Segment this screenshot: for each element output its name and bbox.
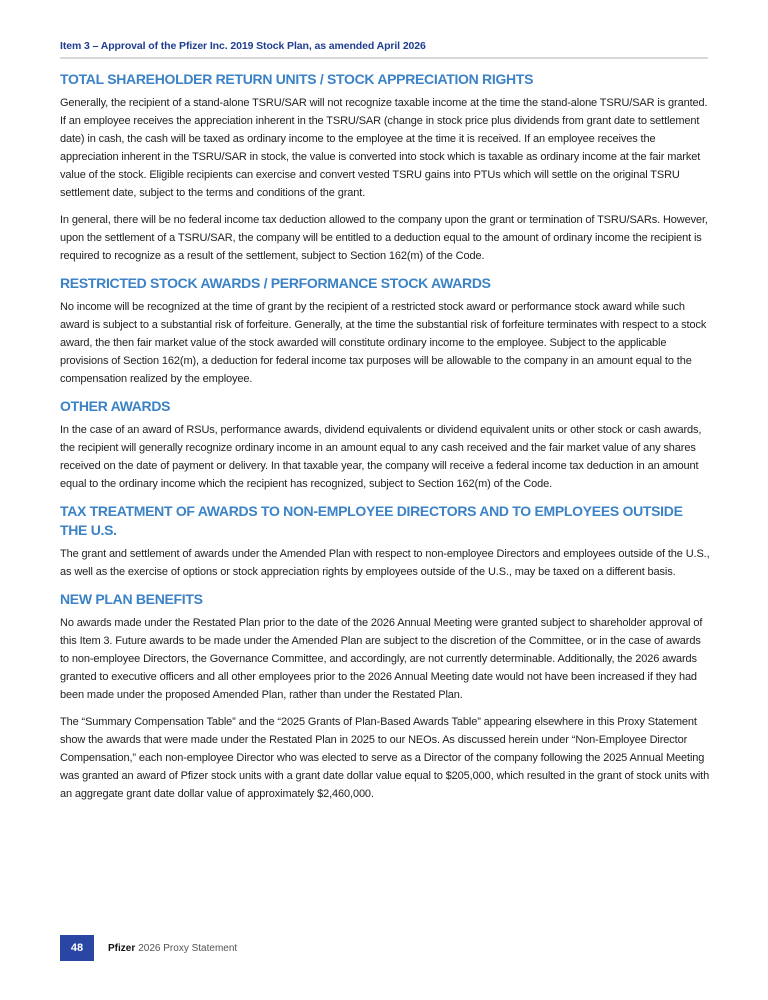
page-footer [60, 935, 237, 961]
section-heading: RESTRICTED STOCK AWARDS / PERFORMANCE STOCK AWARDS [60, 275, 491, 291]
section-tsru-sar [60, 70, 712, 265]
page-number-badge: 48 [60, 935, 94, 961]
section-heading: TOTAL SHAREHOLDER RETURN UNITS / STOCK APPRECIATION RIGHTS [60, 71, 534, 87]
running-header: Item 3 – Approval of the Pfizer Inc. 2019 Stock Plan, as amended April 2026 [60, 40, 426, 52]
section-other-awards [60, 397, 712, 493]
paragraph: The “Summary Compensation Table” and the “2025 Grants of Plan-Based Awards Table” appearing elsewhere in this Proxy Statement show the awards that were made under the Restated Plan in 2025 to our NEOs. As discussed herein under “Non-Employee Director Compensation,” each non-employee Director who was elected to serve as a Director of the company following the 2025 Annual Meeting was granted an award of Pfizer stock units with a grant date dollar value equal to $205,000, which resulted in the grant of stock units with an aggregate grant date dollar value of approximately $2,460,000. [60, 716, 710, 800]
section-heading: NEW PLAN BENEFITS [60, 591, 203, 607]
section-restricted-stock-awards [60, 274, 712, 388]
paragraph: Generally, the recipient of a stand-alone TSRU/SAR will not recognize taxable income at the time the stand-alone TSRU/SAR is granted. If an employee receives the appreciation inherent in the TSRU/SAR (change in stock price plus dividends from grant date to settlement date) in cash, the cash will be taxed as ordinary income to the employee at the time it is received. If an employee receives the appreciation inherent in the TSRU/SAR in stock, the value is converted into stock which is taxable as ordinary income at the fair market value of the stock. Eligible recipients can exercise and convert vested TSRU gains into PTUs which will settle on the original TSRU settlement date, subject to the terms and conditions of the grant. [60, 97, 708, 199]
section-new-plan-benefits [60, 590, 712, 803]
footer-publication-title: 2026 Proxy Statement [138, 942, 238, 954]
paragraph: No awards made under the Restated Plan prior to the date of the 2026 Annual Meeting were granted subject to shareholder approval of this Item 3. Future awards to be made under the Amended Plan are subject to the discretion of the Committee, or in the case of awards to non-employee Directors, the Governance Committee, and accordingly, are not currently determinable. Additionally, the 2026 awards granted to executive officers and all other employees prior to the 2026 Annual Meeting date would not have been increased if they had been made under the proposed Amended Plan, rather than under the Restated Plan. [60, 617, 703, 701]
section-tax-treatment-non-employee [60, 502, 712, 581]
section-heading: TAX TREATMENT OF AWARDS TO NON-EMPLOYEE DIRECTORS AND TO EMPLOYEES OUTSIDE THE U.S. [60, 503, 683, 538]
paragraph: No income will be recognized at the time of grant by the recipient of a restricted stock award or performance stock award while such award is subject to a substantial risk of forfeiture. Generally, at the time the substantial risk of forfeiture terminates with respect to a stock award, the then fair market value of the stock awarded will constitute ordinary income to the employee. Subject to the applicable provisions of Section 162(m), a deduction for federal income tax purposes will be allowable to the company in an amount equal to the compensation realized by the employee. [60, 301, 707, 385]
footer-publication [108, 943, 237, 954]
paragraph: In general, there will be no federal income tax deduction allowed to the company upon the grant or termination of TSRU/SARs. However, upon the settlement of a TSRU/SAR, the company will be entitled to a deduction equal to the amount of ordinary income the recipient is required to recognize as a result of the settlement, subject to Section 162(m) of the Code. [60, 214, 708, 262]
section-heading: OTHER AWARDS [60, 398, 171, 414]
paragraph: The grant and settlement of awards under the Amended Plan with respect to non-employee Directors and employees outside of the U.S., as well as the exercise of options or stock appreciation rights by employees outside of the U.S., may be taxed on a different basis. [60, 548, 710, 578]
document-body [60, 70, 712, 812]
header-divider [60, 57, 708, 59]
footer-brand: Pfizer [108, 942, 136, 954]
paragraph: In the case of an award of RSUs, performance awards, dividend equivalents or dividend equivalent units or other stock or cash awards, the recipient will generally recognize ordinary income in an amount equal to any cash received and the fair market value of any shares received on the date of payment or delivery. In that taxable year, the company will receive a federal income tax deduction in an amount equal to the ordinary income which the recipient has recognized, subject to Section 162(m) of the Code. [60, 424, 702, 490]
